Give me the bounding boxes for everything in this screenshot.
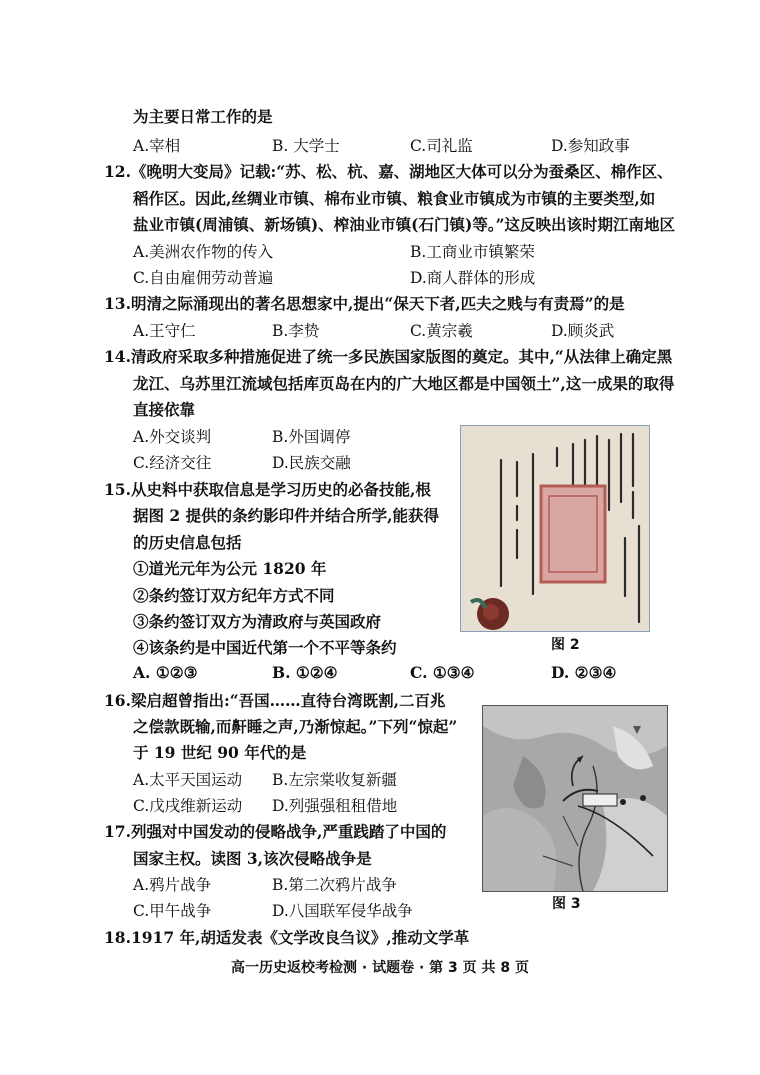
q15-option-a: A. ①②③ [133,663,198,682]
q15-stem-line-3: 的历史信息包括 [133,533,242,552]
q16-stem-line-1: 16.梁启超曾指出:“吾国……直待台湾既割,二百兆 [104,691,446,710]
q17-option-c: C.甲午战争 [133,902,212,920]
q13-option-b: B.李贽 [272,322,320,340]
q16-option-c: C.戊戌维新运动 [133,797,243,815]
q14-option-c: C.经济交往 [133,454,212,472]
q16-option-b: B.左宗棠收复新疆 [272,771,397,789]
q15-option-b: B. ①②④ [272,663,338,682]
figure-3-caption: 图 3 [552,896,581,912]
q17-stem-line-2: 国家主权。读图 3,该次侵略战争是 [133,849,372,868]
q17-option-d: D.八国联军侵华战争 [272,902,413,920]
q12-stem-line-2: 稻作区。因此,丝绸业市镇、棉布业市镇、粮食业市镇成为市镇的主要类型,如 [133,189,656,208]
q12-stem-line-1: 12.《晚明大变局》记载:“苏、松、杭、嘉、湖地区大体可以分为蚕桑区、棉作区、 [104,162,673,181]
q12-stem-line-3: 盐业市镇(周浦镇、新场镇)、榨油业市镇(石门镇)等。”这反映出该时期江南地区 [133,215,676,234]
q16-stem-line-3: 于 19 世纪 90 年代的是 [133,743,307,762]
q16-option-a: A.太平天国运动 [133,771,243,789]
q11-option-a: A.宰相 [133,137,181,155]
q11-option-b: B. 大学士 [272,137,340,155]
q11-option-c: C.司礼监 [410,137,473,155]
q12-option-b: B.工商业市镇繁荣 [410,243,535,261]
map-image [483,706,667,891]
q15-stem-line-2: 据图 2 提供的条约影印件并结合所学,能获得 [133,506,439,525]
q15-item-2: ②条约签订双方纪年方式不同 [133,586,335,605]
figure-3-war-map [482,705,668,892]
q17-option-b: B.第二次鸦片战争 [272,876,397,894]
treaty-image [461,426,649,631]
q15-item-3: ③条约签订双方为清政府与英国政府 [133,612,382,631]
q15-item-4: ④该条约是中国近代第一个不平等条约 [133,638,397,657]
figure-2-caption: 图 2 [551,637,580,653]
q15-option-d: D. ②③④ [551,663,617,682]
q14-option-d: D.民族交融 [272,454,351,472]
q13-option-c: C.黄宗羲 [410,322,473,340]
q14-option-b: B.外国调停 [272,428,351,446]
q12-option-a: A.美洲农作物的传入 [133,243,274,261]
q15-stem-line-1: 15.从史料中获取信息是学习历史的必备技能,根 [104,480,431,499]
page-footer: 高一历史返校考检测 · 试题卷 · 第 3 页 共 8 页 [231,960,529,976]
q17-stem-line-1: 17.列强对中国发动的侵略战争,严重践踏了中国的 [104,822,447,841]
q16-stem-line-2: 之偿款既输,而鼾睡之声,乃渐惊起。”下列“惊起” [133,717,458,736]
q12-option-d: D.商人群体的形成 [410,269,536,287]
q14-option-a: A.外交谈判 [133,428,212,446]
q14-stem-line-1: 14.清政府采取多种措施促进了统一多民族国家版图的奠定。其中,“从法律上确定黑 [104,347,673,366]
q15-option-c: C. ①③④ [410,663,475,682]
q13-stem: 13.明清之际涌现出的著名思想家中,提出“保天下者,匹夫之贱与有责焉”的是 [104,294,625,313]
figure-2-treaty-facsimile [460,425,650,632]
q13-option-a: A.王守仁 [133,322,196,340]
q18-stem-line-1: 18.1917 年,胡适发表《文学改良刍议》,推动文学革 [104,928,470,947]
q14-stem-line-2: 龙江、乌苏里江流域包括库页岛在内的广大地区都是中国领土”,这一成果的取得 [133,374,675,393]
q13-option-d: D.顾炎武 [551,322,615,340]
q11-option-d: D.参知政事 [551,137,630,155]
q16-option-d: D.列强强租租借地 [272,797,398,815]
q17-option-a: A.鸦片战争 [133,876,212,894]
question-11-stem-tail: 为主要日常工作的是 [133,107,273,126]
q12-option-c: C.自由雇佣劳动普遍 [133,269,274,287]
q15-item-1: ①道光元年为公元 1820 年 [133,559,327,578]
q14-stem-line-3: 直接依靠 [133,400,196,419]
